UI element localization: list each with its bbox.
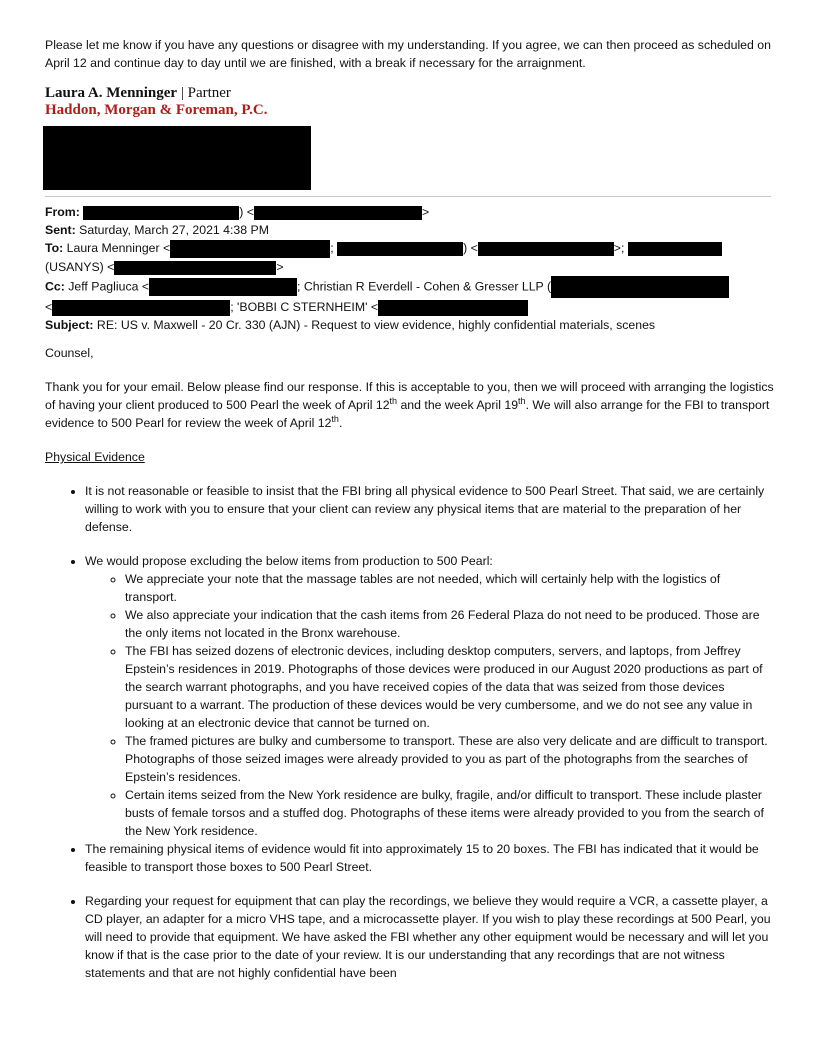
redaction-cc-email-4 <box>378 300 528 316</box>
section-title-physical-evidence: Physical Evidence <box>45 450 145 464</box>
email-header <box>45 203 775 334</box>
salutation: Counsel, <box>45 346 94 360</box>
redaction-to-email-1 <box>170 240 330 258</box>
sub-bullet-item: ◦ Certain items seized from the New York residence are bulky, fragile, and/or difficult to transport. These include plaster busts of female torsos and a stuffed dog. Photographs of these items were already provided to you from the search of the New York residence. <box>125 786 775 840</box>
cc-line: Cc: Jeff Pagliuca < ; Christian R Everdell - Cohen & Gresser LLP ( <box>45 276 775 298</box>
redaction-to-email-2 <box>478 242 614 256</box>
cc-label: Cc: <box>45 279 65 293</box>
redaction-cc-email-2 <box>551 276 729 298</box>
subject-line <box>45 316 775 334</box>
sent-label: Sent: <box>45 223 76 237</box>
bullet-item: • It is not reasonable or feasible to insist that the FBI bring all physical evidence to 500 Pearl Street. That said, we are certainly willing to work with you to ensure that your client can review any physical items that are material to the preparation of her defense. <box>85 482 775 536</box>
redaction-to-name-3 <box>628 242 722 256</box>
to-line-continued: (USANYS) < > <box>45 259 284 274</box>
email-body <box>45 344 775 982</box>
redaction-signature-contact <box>43 126 311 190</box>
bullet-item: • We would propose excluding the below items from production to 500 Pearl: ◦ We appreciate your note that the massage tables are not needed, which will certainly help with the logistics of transport. ◦ We also appreciate your indication that the cash items from 26 Federal Plaza do not need to be produced. Those are the only items not located in the Bronx warehouse. ◦ The FBI has seized dozens of electronic devices, including desktop computers, servers, and laptops, from Jeffrey Epstein’s residences in 2019. Photographs of those devices were produced in our August 2020 productions as part of the search warrant photographs, and you have received copies of the data that was seized from those devices pursuant to a warrant. The production of these devices would be very cumbersome, and we do not see any value in looking at an electronic device that cannot be turned on. ◦ The framed pictures are bulky and cumbersome to transport. These are also very delicate and are difficult to transport. Photographs of those seized images were already provided to you as part of the photographs from the searches of Epstein’s residences. ◦ Certain items seized from the New York residence are bulky, fragile, and/or difficult to transport. These include plaster busts of female torsos and a stuffed dog. Photographs of these items were already provided to you from the search of the New York residence. <box>85 552 775 840</box>
response-paragraph: Thank you for your email. Below please find our response. If this is acceptable to you, then we will proceed with arranging the logistics of having your client produced to 500 Pearl the week of April 12th and the week April 19th. We will also arrange for the FBI to transport evidence to 500 Pearl for review the week of April 12th. <box>45 380 774 430</box>
signature-block <box>45 84 775 118</box>
redaction-cc-email-1 <box>149 278 297 296</box>
sent-line <box>45 221 775 239</box>
redaction-cc-email-3 <box>52 300 230 316</box>
sent-value: Saturday, March 27, 2021 4:38 PM <box>75 223 269 237</box>
signature-title: Partner <box>187 85 231 101</box>
from-label: From: <box>45 205 80 219</box>
redaction-to-name-2 <box>337 242 463 256</box>
excluded-items-list <box>85 570 775 840</box>
subject-label: Subject: <box>45 317 94 332</box>
email-page <box>45 36 775 980</box>
evidence-bullet-list <box>45 482 775 982</box>
cc-line-continued: < ; 'BOBBI C STERNHEIM' < <box>45 298 775 316</box>
intro-paragraph: Please let me know if you have any questions or disagree with my understanding. If you agree, we can then proceed as scheduled on April 12 and continue day to day until we are finished, with a break if necessary for the arraignment. <box>45 38 771 70</box>
signature-separator: | <box>177 85 188 101</box>
redaction-from-name <box>83 206 239 220</box>
sub-bullet-item: ◦ The FBI has seized dozens of electronic devices, including desktop computers, servers, and laptops, from Jeffrey Epstein’s residences in 2019. Photographs of those devices were produced in our August 2020 productions as part of the search warrant photographs, and you have received copies of the data that was seized from those devices pursuant to a warrant. The production of these devices would be very cumbersome, and we do not see any value in looking at an electronic device that cannot be turned on. <box>125 642 775 732</box>
redaction-from-email <box>254 206 422 220</box>
redaction-to-email-3 <box>114 261 276 275</box>
signature-firm: Haddon, Morgan & Foreman, P.C. <box>45 102 268 118</box>
sub-bullet-item: ◦ We also appreciate your indication that the cash items from 26 Federal Plaza do not need to be produced. Those are the only items not located in the Bronx warehouse. <box>125 606 775 642</box>
to-line: To: Laura Menninger < ; ) < >; <box>45 239 775 258</box>
sub-bullet-item: ◦ We appreciate your note that the massage tables are not needed, which will certainly help with the logistics of transport. <box>125 570 775 606</box>
from-line: From: ) < > <box>45 205 430 219</box>
bullet-item: • Regarding your request for equipment that can play the recordings, we believe they would require a VCR, a cassette player, a CD player, an adapter for a micro VHS tape, and a microcassette player. If you wish to play these recordings at 500 Pearl, you will need to provide that equipment. We have asked the FBI whether any other equipment would be necessary and will let you know if that is the case prior to the date of your review. It is our understanding that any recordings that are not witness statements and that are not highly confidential have been <box>85 892 775 982</box>
subject-value: RE: US v. Maxwell - 20 Cr. 330 (AJN) - Request to view evidence, highly confidential materials, scenes <box>93 317 656 332</box>
to-label: To: <box>45 241 64 255</box>
header-divider <box>45 196 771 197</box>
signature-name: Laura A. Menninger <box>45 85 178 101</box>
sub-bullet-item: ◦ The framed pictures are bulky and cumbersome to transport. These are also very delicate and are difficult to transport. Photographs of those seized images were already provided to you as part of the photographs from the searches of Epstein’s residences. <box>125 732 775 786</box>
bullet-item: • The remaining physical items of evidence would fit into approximately 15 to 20 boxes. The FBI has indicated that it would be feasible to transport those boxes to 500 Pearl Street. <box>85 840 775 876</box>
